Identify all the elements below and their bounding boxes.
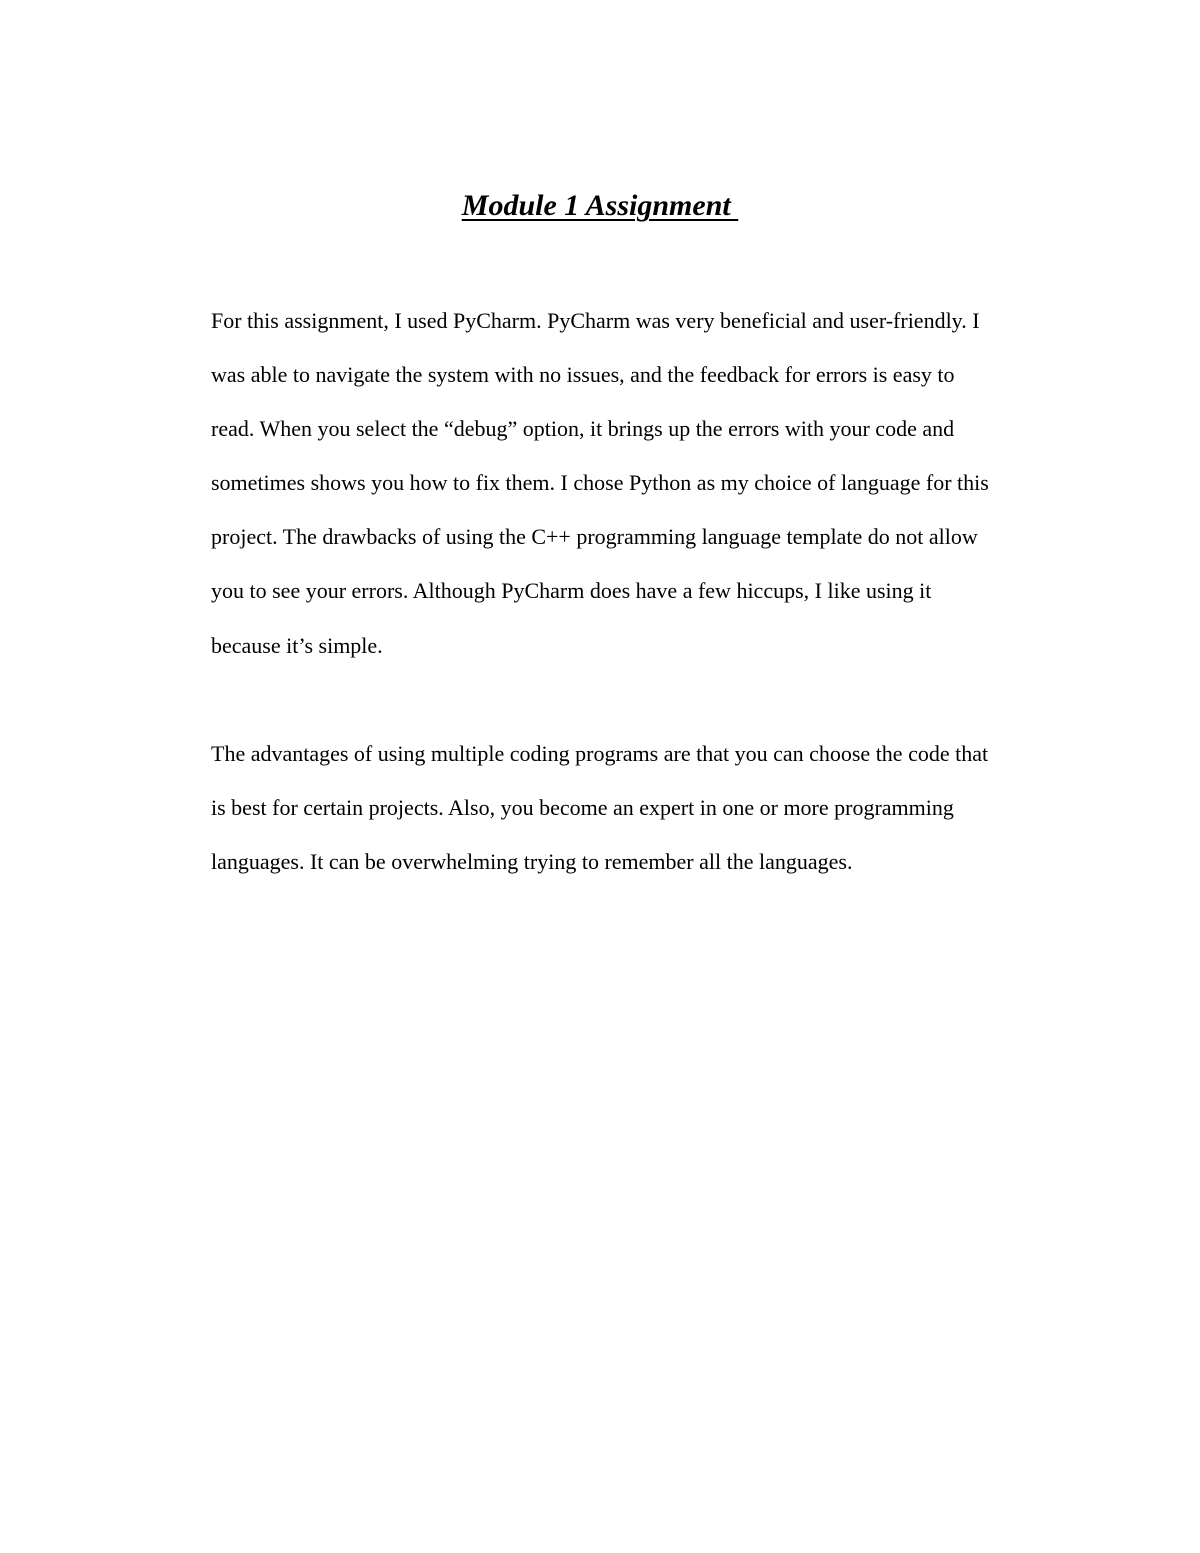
document-title xyxy=(0,186,1200,226)
paragraph-line: sometimes shows you how to fix them. I chose Python as my choice of language for this xyxy=(211,470,989,495)
document-title-text: Module 1 Assignment xyxy=(461,189,739,222)
paragraph-line: is best for certain projects. Also, you become an expert in one or more programming xyxy=(211,795,954,820)
paragraph-line: read. When you select the “debug” option, it brings up the errors with your code and xyxy=(211,416,955,441)
paragraph-line: because it’s simple. xyxy=(211,633,383,658)
paragraph-line: was able to navigate the system with no issues, and the feedback for errors is easy to xyxy=(211,362,955,387)
paragraph-line: you to see your errors. Although PyCharm does have a few hiccups, I like using it xyxy=(211,578,932,603)
paragraph-line: project. The drawbacks of using the C++ programming language template do not allow xyxy=(211,524,978,549)
paragraph-line: languages. It can be overwhelming trying to remember all the languages. xyxy=(211,849,853,874)
paragraph-line: For this assignment, I used PyCharm. PyCharm was very beneficial and user-friendly. I xyxy=(211,308,980,333)
paragraph-line: The advantages of using multiple coding programs are that you can choose the code that xyxy=(211,741,989,766)
